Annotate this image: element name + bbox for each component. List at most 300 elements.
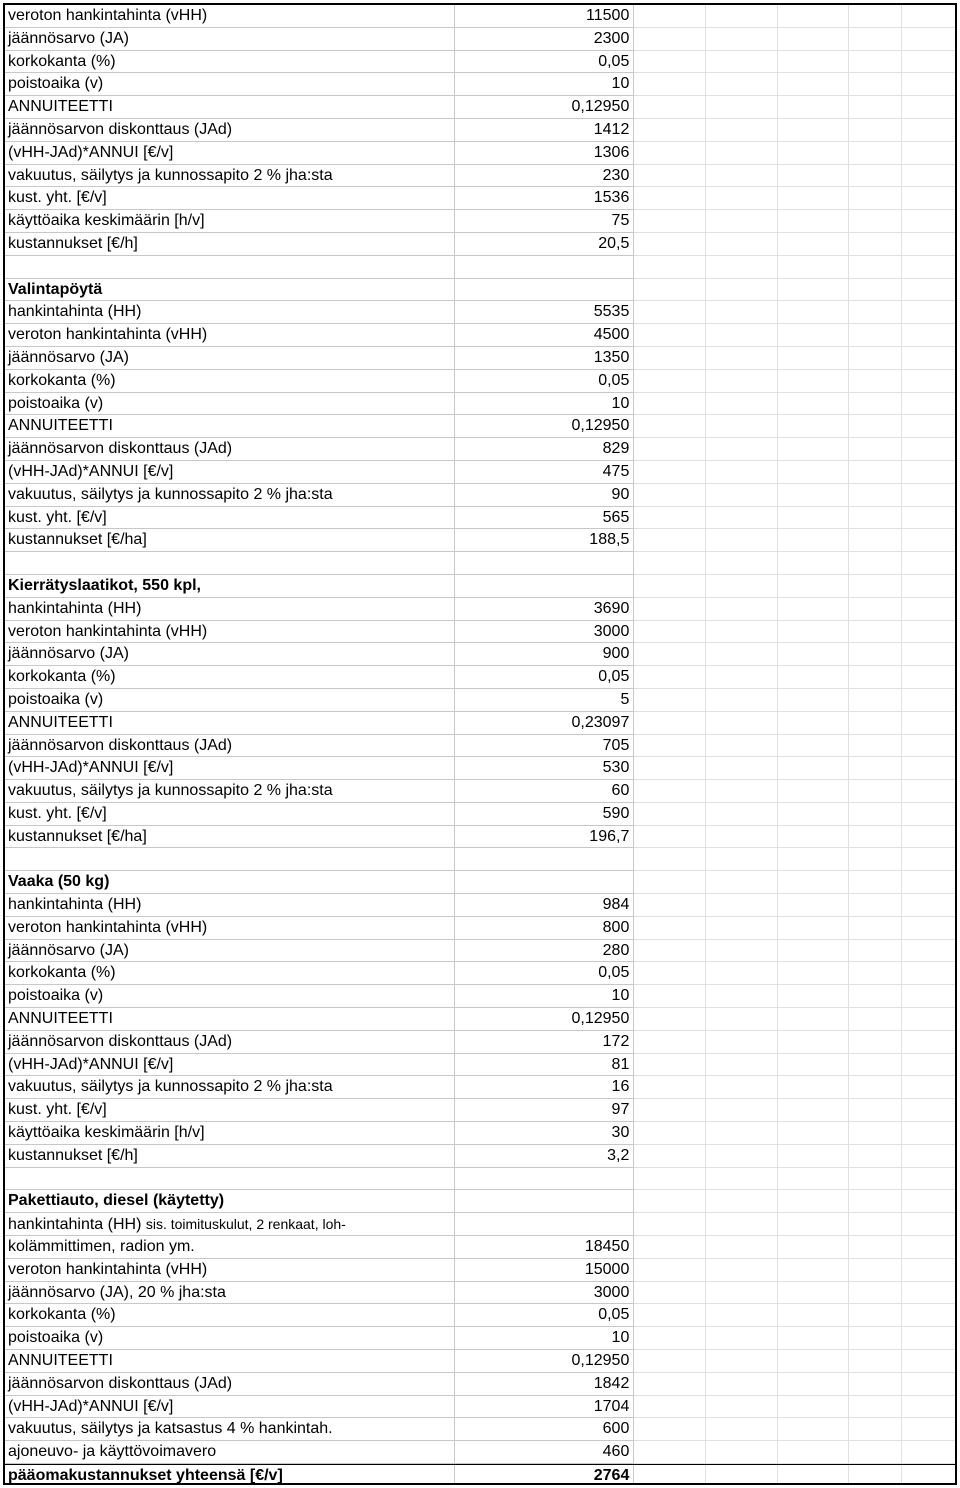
empty-cell[interactable]: [634, 415, 706, 438]
empty-cell[interactable]: [778, 1031, 850, 1054]
empty-cell[interactable]: [902, 324, 955, 347]
empty-cell[interactable]: [778, 666, 850, 689]
empty-cell[interactable]: [778, 917, 850, 940]
empty-cell[interactable]: [778, 370, 850, 393]
row-value-cell[interactable]: 460: [455, 1441, 634, 1464]
row-value-cell[interactable]: 3,2: [455, 1145, 634, 1168]
empty-cell[interactable]: [778, 1122, 850, 1145]
empty-cell[interactable]: [849, 1304, 902, 1327]
row-label-cell[interactable]: [5, 507, 455, 530]
row-label-cell[interactable]: [5, 347, 455, 370]
row-label-cell[interactable]: [5, 1008, 455, 1031]
empty-cell[interactable]: [706, 73, 778, 96]
empty-cell[interactable]: [706, 1076, 778, 1099]
row-label-cell[interactable]: [5, 438, 455, 461]
empty-cell[interactable]: [706, 643, 778, 666]
empty-cell[interactable]: [706, 848, 778, 871]
empty-cell[interactable]: [706, 233, 778, 256]
empty-cell[interactable]: [706, 256, 778, 279]
empty-cell[interactable]: [778, 1327, 850, 1350]
empty-cell[interactable]: [706, 689, 778, 712]
empty-cell[interactable]: [634, 347, 706, 370]
empty-cell[interactable]: [634, 279, 706, 302]
empty-cell[interactable]: [778, 575, 850, 598]
empty-cell[interactable]: [849, 985, 902, 1008]
row-label-cell[interactable]: [5, 73, 455, 96]
empty-cell[interactable]: [706, 1168, 778, 1191]
empty-cell[interactable]: [849, 1099, 902, 1122]
empty-cell[interactable]: [778, 1259, 850, 1282]
empty-cell[interactable]: [778, 757, 850, 780]
row-value-cell[interactable]: 280: [455, 940, 634, 963]
empty-cell[interactable]: [849, 803, 902, 826]
empty-cell[interactable]: [706, 598, 778, 621]
empty-cell[interactable]: [849, 598, 902, 621]
empty-cell[interactable]: [706, 347, 778, 370]
empty-cell[interactable]: [849, 324, 902, 347]
empty-cell[interactable]: [706, 780, 778, 803]
empty-cell[interactable]: [849, 1031, 902, 1054]
row-label-cell[interactable]: [5, 233, 455, 256]
empty-cell[interactable]: [706, 1259, 778, 1282]
empty-cell[interactable]: [634, 1465, 706, 1485]
empty-cell[interactable]: [634, 165, 706, 188]
row-value-cell[interactable]: 10: [455, 985, 634, 1008]
empty-cell[interactable]: [778, 187, 850, 210]
empty-cell[interactable]: [634, 643, 706, 666]
empty-cell[interactable]: [849, 233, 902, 256]
empty-cell[interactable]: [849, 1465, 902, 1485]
row-value-cell[interactable]: 0,05: [455, 51, 634, 74]
empty-cell[interactable]: [778, 1373, 850, 1396]
empty-cell[interactable]: [706, 1008, 778, 1031]
row-value-cell[interactable]: [455, 575, 634, 598]
row-label-cell[interactable]: [5, 142, 455, 165]
row-value-cell[interactable]: 0,05: [455, 962, 634, 985]
row-label-cell[interactable]: [5, 962, 455, 985]
empty-cell[interactable]: [849, 438, 902, 461]
empty-cell[interactable]: [849, 871, 902, 894]
empty-cell[interactable]: [706, 1213, 778, 1236]
empty-cell[interactable]: [849, 370, 902, 393]
empty-cell[interactable]: [902, 1190, 955, 1213]
empty-cell[interactable]: [849, 917, 902, 940]
empty-cell[interactable]: [634, 1168, 706, 1191]
empty-cell[interactable]: [849, 1168, 902, 1191]
empty-cell[interactable]: [778, 1054, 850, 1077]
row-value-cell[interactable]: 0,12950: [455, 1350, 634, 1373]
empty-cell[interactable]: [902, 803, 955, 826]
empty-cell[interactable]: [634, 1213, 706, 1236]
row-value-cell[interactable]: 10: [455, 73, 634, 96]
empty-cell[interactable]: [902, 894, 955, 917]
row-value-cell[interactable]: 3000: [455, 1282, 634, 1305]
empty-cell[interactable]: [902, 826, 955, 849]
empty-cell[interactable]: [706, 507, 778, 530]
row-label-cell[interactable]: [5, 1190, 455, 1213]
empty-cell[interactable]: [849, 1282, 902, 1305]
empty-cell[interactable]: [634, 894, 706, 917]
empty-cell[interactable]: [778, 1304, 850, 1327]
row-label-cell[interactable]: [5, 917, 455, 940]
empty-cell[interactable]: [634, 119, 706, 142]
row-value-cell[interactable]: [455, 1190, 634, 1213]
row-label-cell[interactable]: [5, 552, 455, 575]
empty-cell[interactable]: [706, 1373, 778, 1396]
empty-cell[interactable]: [634, 28, 706, 51]
empty-cell[interactable]: [849, 51, 902, 74]
row-label-cell[interactable]: [5, 803, 455, 826]
empty-cell[interactable]: [902, 1373, 955, 1396]
empty-cell[interactable]: [706, 393, 778, 416]
empty-cell[interactable]: [902, 621, 955, 644]
row-value-cell[interactable]: 11500: [455, 5, 634, 28]
empty-cell[interactable]: [706, 415, 778, 438]
empty-cell[interactable]: [902, 1008, 955, 1031]
empty-cell[interactable]: [634, 1282, 706, 1305]
empty-cell[interactable]: [778, 51, 850, 74]
empty-cell[interactable]: [706, 826, 778, 849]
empty-cell[interactable]: [634, 712, 706, 735]
empty-cell[interactable]: [902, 393, 955, 416]
empty-cell[interactable]: [849, 962, 902, 985]
empty-cell[interactable]: [778, 848, 850, 871]
empty-cell[interactable]: [849, 1418, 902, 1441]
empty-cell[interactable]: [849, 279, 902, 302]
empty-cell[interactable]: [902, 1122, 955, 1145]
empty-cell[interactable]: [706, 142, 778, 165]
empty-cell[interactable]: [706, 210, 778, 233]
row-value-cell[interactable]: 75: [455, 210, 634, 233]
row-value-cell[interactable]: [455, 848, 634, 871]
row-label-cell[interactable]: [5, 1213, 455, 1236]
empty-cell[interactable]: [902, 279, 955, 302]
empty-cell[interactable]: [902, 1441, 955, 1464]
empty-cell[interactable]: [902, 757, 955, 780]
empty-cell[interactable]: [706, 666, 778, 689]
row-label-cell[interactable]: [5, 757, 455, 780]
empty-cell[interactable]: [634, 666, 706, 689]
empty-cell[interactable]: [634, 1418, 706, 1441]
empty-cell[interactable]: [706, 1236, 778, 1259]
empty-cell[interactable]: [706, 461, 778, 484]
empty-cell[interactable]: [902, 575, 955, 598]
row-label-cell[interactable]: [5, 643, 455, 666]
row-value-cell[interactable]: 2300: [455, 28, 634, 51]
empty-cell[interactable]: [634, 438, 706, 461]
empty-cell[interactable]: [849, 96, 902, 119]
empty-cell[interactable]: [778, 1168, 850, 1191]
empty-cell[interactable]: [634, 735, 706, 758]
empty-cell[interactable]: [778, 301, 850, 324]
row-value-cell[interactable]: 5: [455, 689, 634, 712]
empty-cell[interactable]: [849, 119, 902, 142]
row-label-cell[interactable]: [5, 529, 455, 552]
empty-cell[interactable]: [849, 1259, 902, 1282]
row-value-cell[interactable]: 18450: [455, 1236, 634, 1259]
empty-cell[interactable]: [902, 51, 955, 74]
empty-cell[interactable]: [706, 1418, 778, 1441]
empty-cell[interactable]: [778, 985, 850, 1008]
empty-cell[interactable]: [706, 1327, 778, 1350]
row-label-cell[interactable]: [5, 370, 455, 393]
empty-cell[interactable]: [849, 826, 902, 849]
empty-cell[interactable]: [778, 507, 850, 530]
empty-cell[interactable]: [902, 985, 955, 1008]
empty-cell[interactable]: [778, 1465, 850, 1485]
row-label-cell[interactable]: [5, 735, 455, 758]
empty-cell[interactable]: [902, 643, 955, 666]
empty-cell[interactable]: [778, 393, 850, 416]
row-value-cell[interactable]: 829: [455, 438, 634, 461]
empty-cell[interactable]: [706, 1122, 778, 1145]
empty-cell[interactable]: [778, 438, 850, 461]
empty-cell[interactable]: [706, 484, 778, 507]
empty-cell[interactable]: [634, 1327, 706, 1350]
empty-cell[interactable]: [849, 1122, 902, 1145]
row-value-cell[interactable]: 20,5: [455, 233, 634, 256]
empty-cell[interactable]: [634, 940, 706, 963]
row-label-cell[interactable]: [5, 848, 455, 871]
row-label-cell[interactable]: [5, 940, 455, 963]
row-value-cell[interactable]: [455, 1213, 634, 1236]
row-value-cell[interactable]: 900: [455, 643, 634, 666]
empty-cell[interactable]: [706, 1350, 778, 1373]
empty-cell[interactable]: [902, 233, 955, 256]
row-label-cell[interactable]: [5, 256, 455, 279]
empty-cell[interactable]: [706, 96, 778, 119]
empty-cell[interactable]: [902, 210, 955, 233]
empty-cell[interactable]: [706, 1031, 778, 1054]
row-value-cell[interactable]: 1704: [455, 1396, 634, 1419]
row-label-cell[interactable]: [5, 119, 455, 142]
empty-cell[interactable]: [778, 871, 850, 894]
empty-cell[interactable]: [706, 735, 778, 758]
empty-cell[interactable]: [902, 1396, 955, 1419]
empty-cell[interactable]: [849, 848, 902, 871]
empty-cell[interactable]: [778, 689, 850, 712]
empty-cell[interactable]: [706, 985, 778, 1008]
row-label-cell[interactable]: [5, 324, 455, 347]
empty-cell[interactable]: [634, 1373, 706, 1396]
empty-cell[interactable]: [706, 1282, 778, 1305]
empty-cell[interactable]: [706, 1054, 778, 1077]
empty-cell[interactable]: [634, 484, 706, 507]
row-value-cell[interactable]: 172: [455, 1031, 634, 1054]
row-label-cell[interactable]: [5, 1441, 455, 1464]
row-value-cell[interactable]: 2764: [455, 1465, 634, 1485]
empty-cell[interactable]: [849, 165, 902, 188]
row-value-cell[interactable]: 97: [455, 1099, 634, 1122]
empty-cell[interactable]: [849, 552, 902, 575]
row-label-cell[interactable]: [5, 1350, 455, 1373]
empty-cell[interactable]: [778, 529, 850, 552]
empty-cell[interactable]: [706, 575, 778, 598]
empty-cell[interactable]: [849, 1008, 902, 1031]
empty-cell[interactable]: [706, 917, 778, 940]
empty-cell[interactable]: [849, 1441, 902, 1464]
empty-cell[interactable]: [634, 780, 706, 803]
empty-cell[interactable]: [849, 529, 902, 552]
empty-cell[interactable]: [634, 826, 706, 849]
empty-cell[interactable]: [634, 1008, 706, 1031]
empty-cell[interactable]: [849, 301, 902, 324]
empty-cell[interactable]: [634, 575, 706, 598]
empty-cell[interactable]: [778, 96, 850, 119]
empty-cell[interactable]: [902, 1304, 955, 1327]
empty-cell[interactable]: [902, 598, 955, 621]
empty-cell[interactable]: [849, 621, 902, 644]
empty-cell[interactable]: [849, 1396, 902, 1419]
empty-cell[interactable]: [634, 1122, 706, 1145]
row-value-cell[interactable]: [455, 552, 634, 575]
empty-cell[interactable]: [902, 917, 955, 940]
empty-cell[interactable]: [778, 643, 850, 666]
empty-cell[interactable]: [706, 552, 778, 575]
empty-cell[interactable]: [634, 1031, 706, 1054]
row-value-cell[interactable]: 5535: [455, 301, 634, 324]
row-label-cell[interactable]: [5, 393, 455, 416]
empty-cell[interactable]: [634, 1304, 706, 1327]
empty-cell[interactable]: [778, 1099, 850, 1122]
empty-cell[interactable]: [634, 210, 706, 233]
empty-cell[interactable]: [849, 1076, 902, 1099]
row-label-cell[interactable]: [5, 1236, 455, 1259]
empty-cell[interactable]: [902, 1259, 955, 1282]
empty-cell[interactable]: [902, 96, 955, 119]
row-value-cell[interactable]: 705: [455, 735, 634, 758]
row-label-cell[interactable]: [5, 1145, 455, 1168]
empty-cell[interactable]: [778, 1282, 850, 1305]
row-label-cell[interactable]: [5, 28, 455, 51]
empty-cell[interactable]: [778, 347, 850, 370]
row-label-cell[interactable]: [5, 301, 455, 324]
empty-cell[interactable]: [778, 940, 850, 963]
row-label-cell[interactable]: [5, 5, 455, 28]
empty-cell[interactable]: [634, 803, 706, 826]
empty-cell[interactable]: [902, 28, 955, 51]
row-label-cell[interactable]: [5, 1259, 455, 1282]
empty-cell[interactable]: [778, 598, 850, 621]
empty-cell[interactable]: [902, 1236, 955, 1259]
row-value-cell[interactable]: 1412: [455, 119, 634, 142]
empty-cell[interactable]: [778, 803, 850, 826]
row-label-cell[interactable]: [5, 1099, 455, 1122]
row-label-cell[interactable]: [5, 210, 455, 233]
empty-cell[interactable]: [706, 438, 778, 461]
empty-cell[interactable]: [902, 1282, 955, 1305]
empty-cell[interactable]: [849, 940, 902, 963]
empty-cell[interactable]: [778, 1418, 850, 1441]
row-label-cell[interactable]: [5, 51, 455, 74]
row-label-cell[interactable]: [5, 1054, 455, 1077]
empty-cell[interactable]: [849, 1054, 902, 1077]
row-label-cell[interactable]: [5, 1327, 455, 1350]
empty-cell[interactable]: [706, 324, 778, 347]
empty-cell[interactable]: [902, 1054, 955, 1077]
row-value-cell[interactable]: 0,12950: [455, 1008, 634, 1031]
row-label-cell[interactable]: [5, 621, 455, 644]
row-value-cell[interactable]: [455, 1168, 634, 1191]
row-label-cell[interactable]: [5, 575, 455, 598]
empty-cell[interactable]: [778, 461, 850, 484]
empty-cell[interactable]: [902, 712, 955, 735]
empty-cell[interactable]: [849, 461, 902, 484]
row-value-cell[interactable]: 188,5: [455, 529, 634, 552]
row-value-cell[interactable]: [455, 871, 634, 894]
empty-cell[interactable]: [778, 1076, 850, 1099]
empty-cell[interactable]: [706, 279, 778, 302]
row-label-cell[interactable]: [5, 279, 455, 302]
row-label-cell[interactable]: [5, 712, 455, 735]
row-label-cell[interactable]: [5, 1418, 455, 1441]
empty-cell[interactable]: [849, 666, 902, 689]
empty-cell[interactable]: [849, 484, 902, 507]
empty-cell[interactable]: [634, 507, 706, 530]
row-label-cell[interactable]: [5, 1465, 455, 1485]
row-value-cell[interactable]: 81: [455, 1054, 634, 1077]
empty-cell[interactable]: [634, 871, 706, 894]
empty-cell[interactable]: [778, 165, 850, 188]
empty-cell[interactable]: [778, 1441, 850, 1464]
empty-cell[interactable]: [902, 1031, 955, 1054]
empty-cell[interactable]: [634, 1350, 706, 1373]
row-value-cell[interactable]: 1842: [455, 1373, 634, 1396]
empty-cell[interactable]: [849, 1373, 902, 1396]
empty-cell[interactable]: [778, 1213, 850, 1236]
row-label-cell[interactable]: [5, 598, 455, 621]
empty-cell[interactable]: [706, 871, 778, 894]
row-value-cell[interactable]: 800: [455, 917, 634, 940]
empty-cell[interactable]: [778, 5, 850, 28]
empty-cell[interactable]: [849, 689, 902, 712]
empty-cell[interactable]: [706, 621, 778, 644]
empty-cell[interactable]: [849, 1327, 902, 1350]
empty-cell[interactable]: [778, 621, 850, 644]
empty-cell[interactable]: [634, 51, 706, 74]
row-value-cell[interactable]: [455, 279, 634, 302]
row-value-cell[interactable]: 0,05: [455, 666, 634, 689]
row-value-cell[interactable]: 90: [455, 484, 634, 507]
empty-cell[interactable]: [778, 712, 850, 735]
row-value-cell[interactable]: 3690: [455, 598, 634, 621]
empty-cell[interactable]: [849, 5, 902, 28]
empty-cell[interactable]: [634, 1145, 706, 1168]
empty-cell[interactable]: [902, 1099, 955, 1122]
row-label-cell[interactable]: [5, 187, 455, 210]
empty-cell[interactable]: [778, 962, 850, 985]
row-label-cell[interactable]: [5, 461, 455, 484]
row-value-cell[interactable]: [455, 256, 634, 279]
empty-cell[interactable]: [634, 552, 706, 575]
empty-cell[interactable]: [849, 210, 902, 233]
empty-cell[interactable]: [849, 575, 902, 598]
empty-cell[interactable]: [902, 507, 955, 530]
empty-cell[interactable]: [902, 484, 955, 507]
empty-cell[interactable]: [849, 1145, 902, 1168]
empty-cell[interactable]: [706, 301, 778, 324]
row-value-cell[interactable]: 30: [455, 1122, 634, 1145]
row-label-cell[interactable]: [5, 1031, 455, 1054]
empty-cell[interactable]: [706, 757, 778, 780]
empty-cell[interactable]: [778, 256, 850, 279]
empty-cell[interactable]: [849, 1213, 902, 1236]
empty-cell[interactable]: [778, 894, 850, 917]
empty-cell[interactable]: [706, 529, 778, 552]
row-label-cell[interactable]: [5, 871, 455, 894]
empty-cell[interactable]: [902, 666, 955, 689]
empty-cell[interactable]: [706, 962, 778, 985]
